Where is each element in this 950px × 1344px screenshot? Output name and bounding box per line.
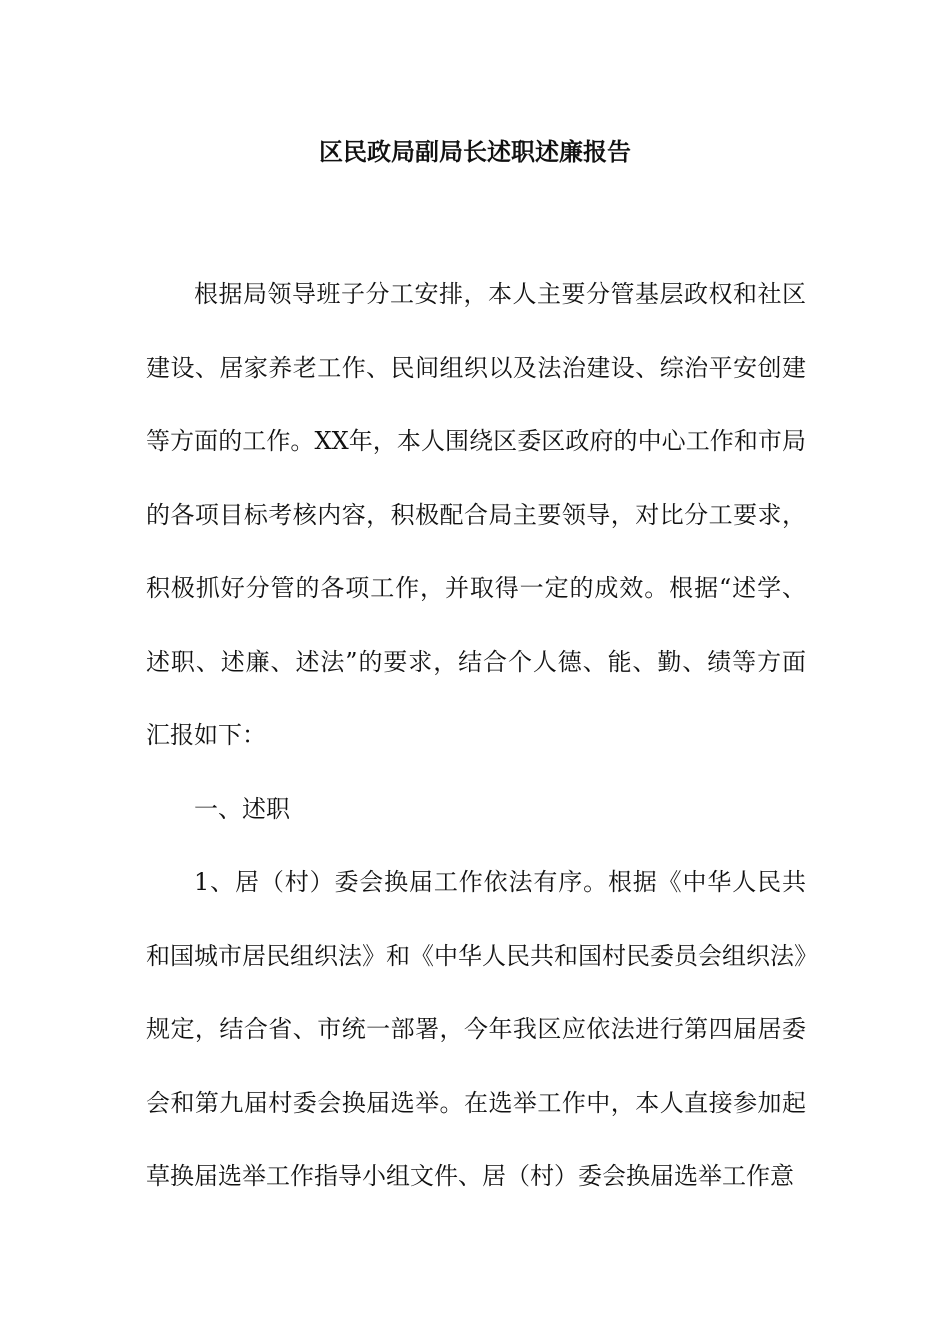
section-heading-duty-report: 一、述职 — [194, 794, 290, 823]
document-body — [146, 258, 806, 1214]
paragraph-intro: 根据局领导班子分工安排，本人主要分管基层政权和社区建设、居家养老工作、民间组织以及法治建设、综治平安创建等方面的工作。XX年，本人围绕区委区政府的中心工作和市局的各项目标考核内容，积极配合局主要领导，对比分工要求，积极抓好分管的各项工作，并取得一定的成效。根据“述学、述职、述廉、述法”的要求，结合个人德、能、勤、绩等方面汇报如下： — [146, 280, 806, 749]
paragraph-election-work: 1、居（村）委会换届工作依法有序。根据《中华人民共和国城市居民组织法》和《中华人民共和国村民委员会组织法》规定，结合省、市统一部署，今年我区应依法进行第四届居委会和第九届村委会换届选举。在选举工作中，本人直接参加起草换届选举工作指导小组文件、居（村）委会换届选举工作意 — [146, 868, 806, 1190]
document-title: 区民政局副局长述职述廉报告 — [319, 137, 631, 166]
